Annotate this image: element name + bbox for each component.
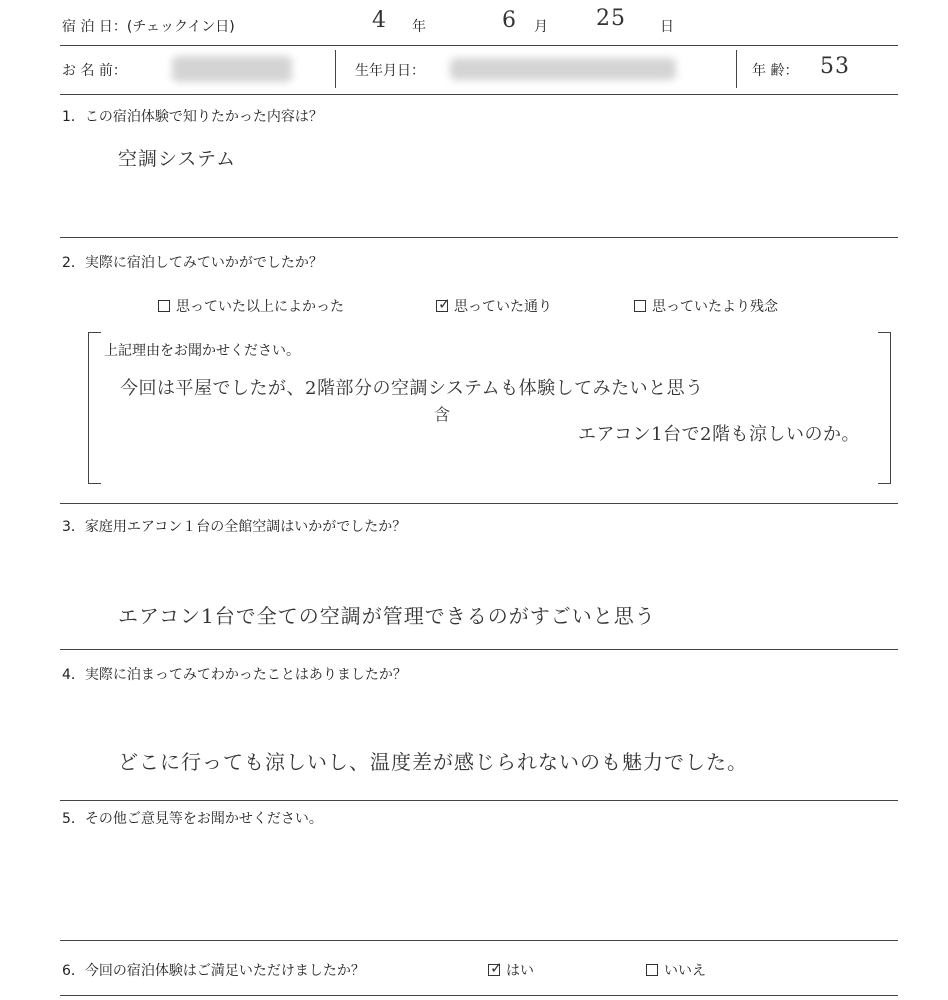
- option-as-expected[interactable]: [436, 296, 552, 316]
- question-3: 3．家庭用エアコン１台の全館空調はいかがでしたか？: [62, 519, 407, 535]
- option-yes[interactable]: [488, 960, 534, 980]
- divider-line: [60, 800, 898, 801]
- option-label: 思っていた以上によかった: [176, 299, 344, 315]
- year-label: 年: [412, 19, 426, 35]
- answer-1: 空調システム: [118, 148, 237, 170]
- birthdate-label: 生年月日：: [355, 63, 425, 79]
- divider-line: [736, 50, 737, 88]
- divider-line: [335, 50, 336, 88]
- question-1: 1．この宿泊体験で知りたかった内容は？: [62, 109, 323, 125]
- reason-label: 上記理由をお聞かせください。: [104, 343, 300, 359]
- reason-box-right-bracket: [878, 332, 891, 484]
- question-6: 6．今回の宿泊体験はご満足いただけましたか？: [62, 963, 365, 979]
- month-value: 6: [502, 8, 517, 33]
- checkbox[interactable]: [488, 959, 503, 977]
- option-better-than-expected[interactable]: [158, 296, 344, 316]
- option-disappointing[interactable]: [634, 296, 778, 316]
- age-label: 年 齢：: [752, 63, 799, 79]
- day-value: 25: [596, 6, 626, 31]
- divider-line: [60, 503, 898, 504]
- option-label: いいえ: [664, 963, 706, 979]
- divider-line: [60, 649, 898, 650]
- month-label: 月: [534, 19, 548, 35]
- reason-insert: 含: [434, 405, 452, 424]
- divider-line: [60, 94, 898, 95]
- checkmark-icon: ✓: [490, 959, 503, 977]
- reason-box-left-bracket: [88, 332, 101, 484]
- day-label: 日: [660, 19, 674, 35]
- question-5: 5．その他ご意見等をお聞かせください。: [62, 811, 323, 827]
- checkbox[interactable]: [634, 300, 646, 312]
- checkbox[interactable]: [436, 295, 451, 313]
- name-label: お 名 前：: [62, 63, 127, 79]
- divider-line: [60, 45, 898, 46]
- divider-line: [60, 995, 898, 996]
- reason-line-2: エアコン1台で2階も涼しいのか。: [578, 424, 861, 445]
- option-label: 思っていた通り: [454, 299, 552, 315]
- checkmark-icon: ✓: [438, 295, 451, 313]
- option-label: はい: [506, 963, 534, 979]
- redacted-name: [172, 56, 292, 82]
- reason-line-1: 今回は平屋でしたが、2階部分の空調システムも体験してみたいと思う: [120, 378, 704, 399]
- question-4: 4．実際に泊まってみてわかったことはありましたか？: [62, 667, 407, 683]
- option-label: 思っていたより残念: [652, 299, 778, 315]
- option-no[interactable]: [646, 960, 706, 980]
- divider-line: [60, 940, 898, 941]
- age-value: 53: [820, 54, 850, 79]
- checkbox[interactable]: [158, 300, 170, 312]
- redacted-birthdate: [450, 58, 676, 80]
- question-2: 2．実際に宿泊してみていかがでしたか？: [62, 255, 323, 271]
- year-value: 4: [372, 8, 387, 33]
- checkbox[interactable]: [646, 964, 658, 976]
- answer-4: どこに行っても涼しいし、温度差が感じられないのも魅力でした。: [118, 750, 748, 774]
- stay-date-label: 宿 泊 日：(チェックイン日): [62, 19, 235, 35]
- answer-3: エアコン1台で全ての空調が管理できるのがすごいと思う: [118, 604, 656, 628]
- divider-line: [60, 237, 898, 238]
